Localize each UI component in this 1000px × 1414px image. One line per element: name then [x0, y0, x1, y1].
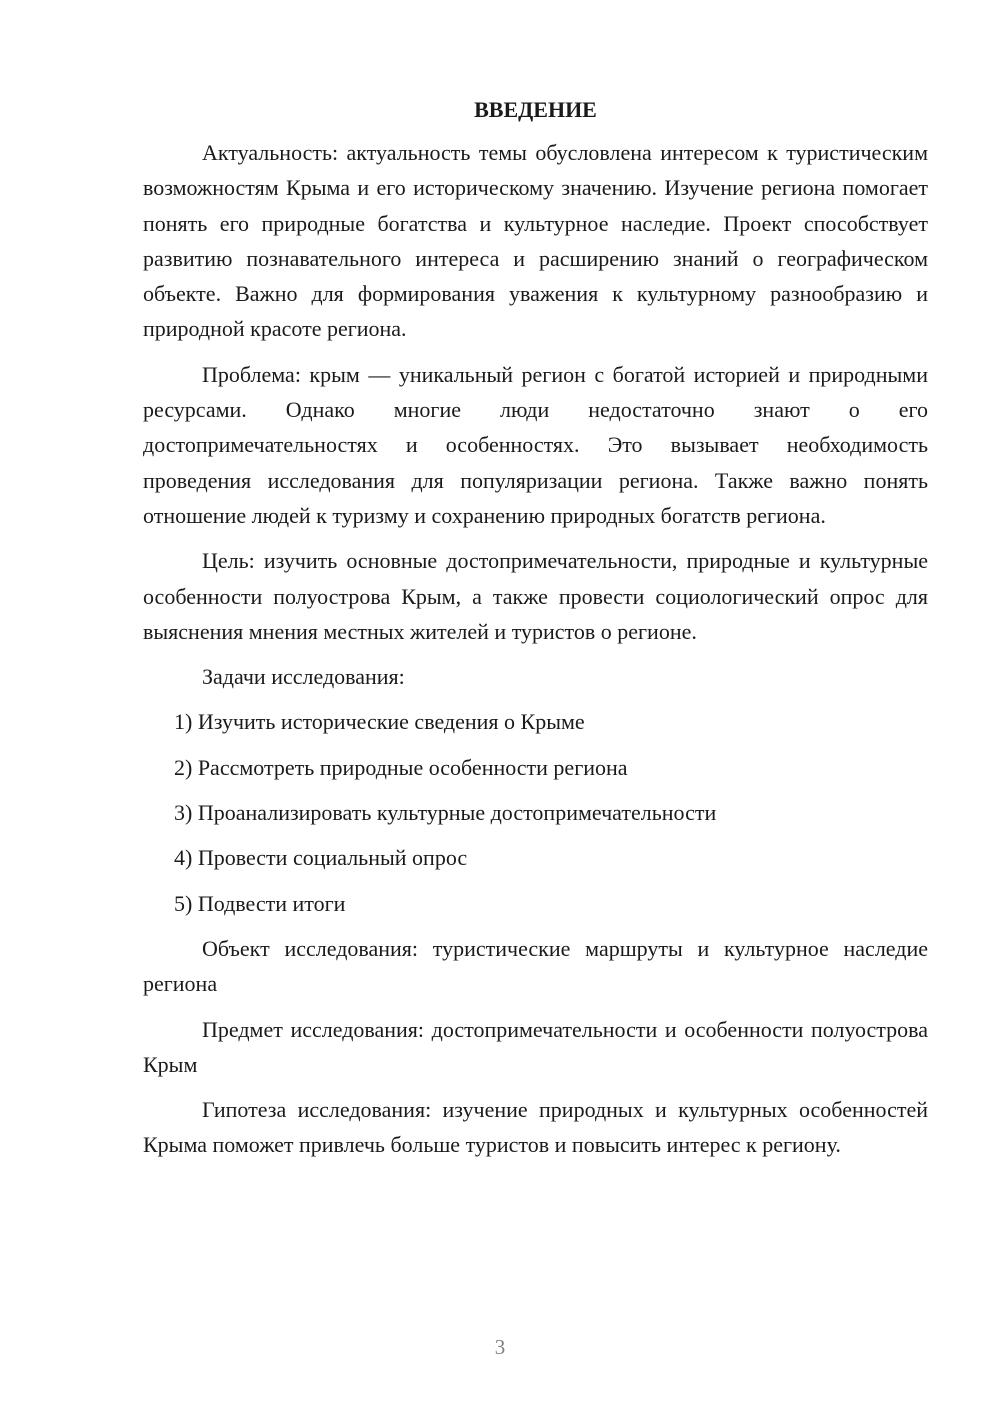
paragraph-goal: Цель: изучить основные достопримечательности, природные и культурные особенности полуострова Крым, а также провести социологический опрос для выяснения мнения местных жителей и туристов о регионе.: [143, 548, 928, 644]
document-page: [143, 94, 928, 1173]
list-item: 3) Проанализировать культурные достопримечательности: [174, 800, 717, 826]
list-item: 2) Рассмотреть природные особенности региона: [174, 754, 628, 780]
paragraph-relevance: Актуальность: актуальность темы обусловлена интересом к туристическим возможностям Крыма и его историческому значению. Изучение региона помогает понять его природные богатства и культурное наследие. Проект способствует развитию познавательного интереса и расширению знаний о географическом объекте. Важно для формирования уважения к культурному разнообразию и природной красоте региона.: [143, 140, 928, 342]
paragraph-problem: Проблема: крым — уникальный регион с богатой историей и природными ресурсами. Однако многие люди недостаточно знают о его достопримечательностях и особенностях. Это вызывает необходимость проведения исследования для популяризации региона. Также важно понять отношение людей к туризму и сохранению природных богатств региона.: [143, 361, 928, 528]
paragraph-hypothesis: Гипотеза исследования: изучение природных и культурных особенностей Крыма поможет привлечь больше туристов и повысить интерес к региону.: [143, 1097, 928, 1158]
list-item: 4) Провести социальный опрос: [174, 845, 468, 871]
page-number: 3: [494, 1335, 506, 1359]
paragraph-subject: Предмет исследования: достопримечательности и особенности полуострова Крым: [143, 1016, 928, 1077]
paragraph-object: Объект исследования: туристические маршруты и культурное наследие региона: [143, 935, 928, 997]
list-item: 5) Подвести итоги: [174, 890, 346, 916]
task-list: [143, 704, 928, 920]
list-item: 1) Изучить исторические сведения о Крыме: [174, 709, 585, 735]
section-heading: ВВЕДЕНИЕ: [474, 97, 597, 122]
paragraph-tasks-title: Задачи исследования:: [202, 664, 405, 690]
